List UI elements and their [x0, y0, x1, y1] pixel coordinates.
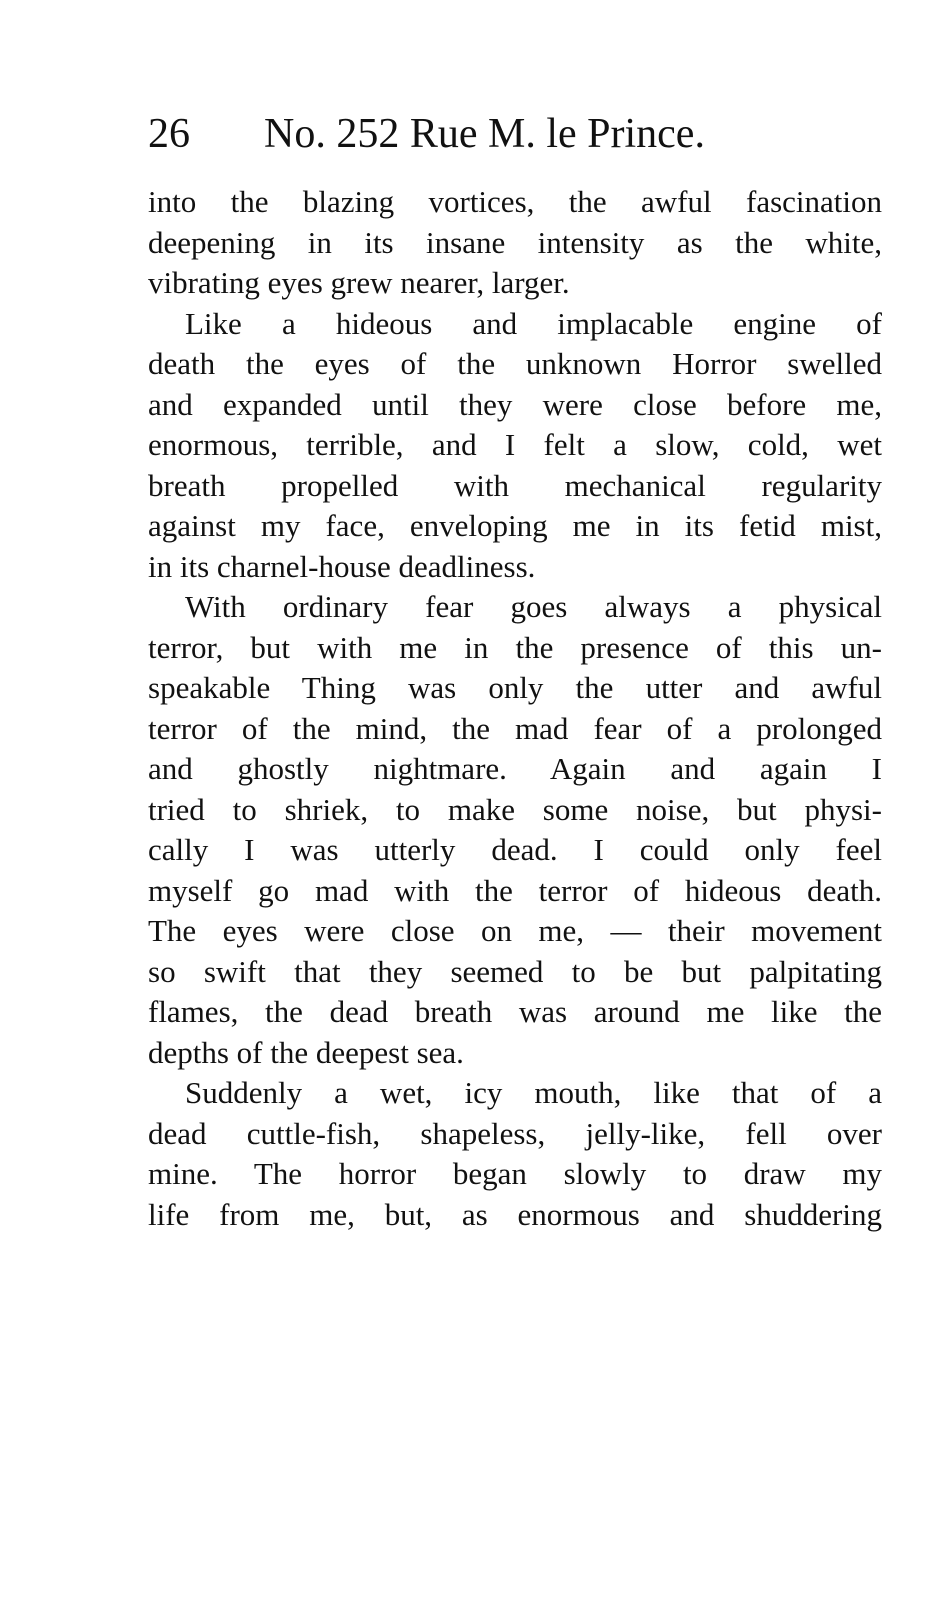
text-line: Suddenly a wet, icy mouth, like that of a — [185, 1075, 882, 1110]
text-line: breath propelled with mechanical regularity — [148, 467, 882, 503]
text-line: against my face, enveloping me in its fetid mist, — [148, 508, 882, 543]
text-line: death the eyes of the unknown Horror swelled — [148, 346, 882, 381]
running-title: No. 252 Rue M. le Prince. — [264, 111, 705, 157]
text-line: life from me, but, as enormous and shuddering — [148, 1196, 882, 1232]
text-line: tried to shriek, to make some noise, but physi- — [148, 791, 882, 827]
text-line: deepening in its insane intensity as the white, — [148, 224, 882, 260]
text-line: vibrating eyes grew nearer, larger. — [148, 265, 570, 300]
text-line: flames, the dead breath was around me like the — [148, 994, 882, 1029]
text-line: Like a hideous and implacable engine of — [185, 305, 882, 341]
text-line: enormous, terrible, and I felt a slow, cold, wet — [148, 427, 882, 462]
running-head — [148, 104, 888, 164]
text-line: in its charnel-house deadliness. — [148, 548, 536, 584]
text-line: cally I was utterly dead. I could only feel — [148, 832, 882, 867]
text-line: into the blazing vortices, the awful fascination — [148, 184, 882, 219]
text-line: and ghostly nightmare. Again and again I — [148, 751, 882, 786]
text-line: terror of the mind, the mad fear of a prolonged — [148, 710, 882, 746]
text-line: terror, but with me in the presence of this un- — [148, 629, 882, 665]
text-line: The eyes were close on me, — their movement — [148, 913, 882, 948]
text-line: With ordinary fear goes always a physical — [185, 589, 882, 624]
page-number: 26 — [148, 111, 190, 157]
text-line: and expanded until they were close before me, — [148, 386, 882, 422]
body-text — [148, 182, 882, 1235]
text-line: dead cuttle-fish, shapeless, jelly-like, fell over — [148, 1115, 882, 1151]
text-line: speakable Thing was only the utter and awful — [148, 670, 882, 705]
text-line: so swift that they seemed to be but palpitating — [148, 953, 882, 989]
text-line: mine. The horror began slowly to draw my — [148, 1156, 882, 1191]
text-line: myself go mad with the terror of hideous death. — [148, 872, 882, 908]
text-line: depths of the deepest sea. — [148, 1034, 464, 1070]
